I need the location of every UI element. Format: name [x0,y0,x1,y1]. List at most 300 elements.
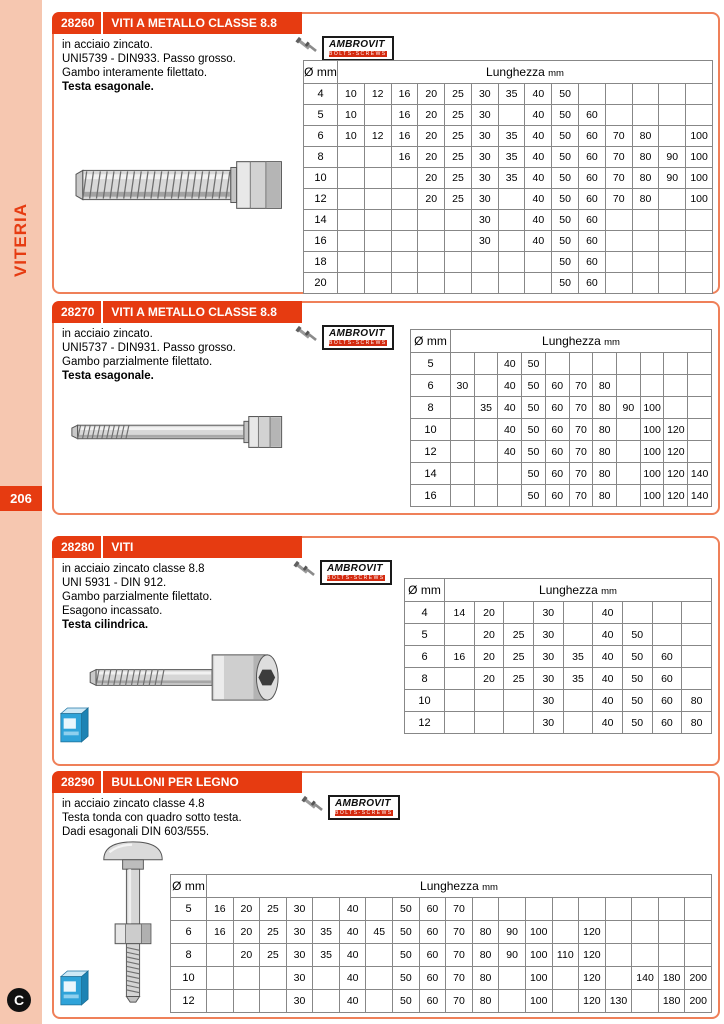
length-cell [593,353,617,375]
length-cell: 40 [339,921,366,944]
length-cell [471,273,498,294]
length-cell [579,898,606,921]
length-cell [617,441,641,463]
length-cell: 50 [522,485,546,507]
length-cell [313,898,340,921]
length-cell [366,944,393,967]
length-cell: 100 [640,463,664,485]
length-cell [366,967,393,990]
length-cell [474,712,504,734]
size-row [304,126,713,147]
brand-bolts-icon [294,36,320,54]
diameter-cell: 12 [171,990,207,1013]
length-cell [652,624,682,646]
brand-box [322,325,394,350]
length-cell [498,273,525,294]
length-cell: 100 [686,147,713,168]
size-row [304,273,713,294]
length-cell: 30 [533,668,563,690]
diameter-cell: 10 [171,967,207,990]
length-cell: 20 [233,944,260,967]
length-cell [504,602,534,624]
description-line: Esagono incassato. [62,605,163,617]
size-row [405,602,712,624]
length-cell [632,252,659,273]
length-cell [207,944,234,967]
size-row [304,210,713,231]
length-cell: 35 [498,126,525,147]
length-cell: 20 [418,126,445,147]
length-cell: 200 [685,990,712,1013]
length-cell [391,231,418,252]
length-cell [313,967,340,990]
length-cell: 90 [659,168,686,189]
length-cell: 25 [504,668,534,690]
size-row [171,967,712,990]
length-cell: 20 [418,189,445,210]
length-cell: 10 [338,126,365,147]
length-cell [605,231,632,252]
length-cell [682,668,712,690]
description-line: in acciaio zincato. [62,39,153,51]
length-cell [418,210,445,231]
length-cell [391,273,418,294]
brand-bolts-icon [292,560,318,578]
diameter-cell: 8 [405,668,445,690]
description-line: in acciaio zincato classe 4.8 [62,798,205,810]
length-cell: 50 [622,624,652,646]
length-cell: 50 [622,690,652,712]
length-cell [605,84,632,105]
length-cell: 40 [339,944,366,967]
length-cell [605,210,632,231]
length-cell: 20 [418,84,445,105]
length-cell: 120 [664,463,688,485]
length-cell [658,921,685,944]
length-cell [659,231,686,252]
length-cell: 40 [339,898,366,921]
section-code: 28280 [61,540,95,554]
length-cell [632,231,659,252]
length-cell [640,353,664,375]
length-cell: 30 [533,646,563,668]
length-cell: 20 [233,898,260,921]
length-cell [552,898,579,921]
diameter-cell: 12 [405,712,445,734]
length-cell [474,353,498,375]
length-cell [552,990,579,1013]
length-cell [471,252,498,273]
length-cell: 50 [393,898,420,921]
length-cell: 40 [593,668,623,690]
length-header: Lunghezza mm [451,330,712,353]
length-cell: 20 [474,668,504,690]
length-cell [658,898,685,921]
length-cell [688,419,712,441]
length-cell: 60 [419,967,446,990]
length-cell: 40 [498,375,522,397]
length-cell [659,84,686,105]
length-cell [451,463,475,485]
size-table [303,60,713,294]
length-cell [338,252,365,273]
length-cell: 60 [652,646,682,668]
size-row [411,353,712,375]
length-cell: 120 [579,921,606,944]
brand-name: AMBROVIT [329,328,385,339]
length-cell: 70 [569,485,593,507]
length-cell: 60 [579,126,606,147]
diameter-cell: 20 [304,273,338,294]
length-cell: 60 [652,690,682,712]
length-cell: 100 [525,944,552,967]
length-cell: 100 [686,126,713,147]
size-row [405,668,712,690]
length-cell: 30 [533,690,563,712]
length-cell [605,273,632,294]
length-cell [207,967,234,990]
length-cell [659,189,686,210]
diameter-cell: 5 [411,353,451,375]
length-cell: 80 [682,690,712,712]
length-cell [474,419,498,441]
length-cell [451,441,475,463]
length-cell: 20 [418,168,445,189]
sidebar [0,0,42,1024]
length-cell: 16 [391,147,418,168]
length-cell [451,485,475,507]
length-cell: 120 [579,990,606,1013]
length-cell: 40 [525,210,552,231]
length-cell [682,646,712,668]
length-cell [474,375,498,397]
length-cell: 80 [472,944,499,967]
length-cell [498,231,525,252]
length-cell: 60 [545,463,569,485]
length-cell: 40 [525,105,552,126]
length-cell [685,944,712,967]
length-cell: 80 [593,419,617,441]
length-cell: 50 [522,353,546,375]
length-cell [605,921,632,944]
length-cell [617,419,641,441]
length-cell: 70 [446,990,473,1013]
length-cell: 60 [579,252,606,273]
length-cell: 50 [522,375,546,397]
package-box-image [58,965,90,1009]
length-cell: 25 [445,84,472,105]
length-cell: 120 [579,967,606,990]
length-cell [563,712,593,734]
length-cell [664,353,688,375]
product-section-28280 [52,536,720,766]
length-cell: 50 [552,231,579,252]
length-cell: 30 [471,84,498,105]
diameter-cell: 14 [411,463,451,485]
length-cell [445,231,472,252]
diameter-cell: 12 [304,189,338,210]
size-row [411,375,712,397]
length-cell: 14 [445,602,475,624]
length-cell: 25 [445,189,472,210]
length-cell: 80 [632,147,659,168]
length-cell [418,273,445,294]
length-cell [338,273,365,294]
size-row [405,712,712,734]
length-cell: 60 [652,668,682,690]
length-cell [445,624,475,646]
length-cell: 80 [472,967,499,990]
length-cell [632,921,659,944]
section-code: 28270 [61,305,95,319]
diameter-cell: 8 [411,397,451,419]
length-cell [364,210,391,231]
diameter-header: Ø mm [405,579,445,602]
diameter-cell: 12 [411,441,451,463]
diameter-cell: 8 [171,944,207,967]
length-cell: 100 [686,189,713,210]
length-cell [632,944,659,967]
section-header [52,536,302,558]
length-cell: 50 [393,921,420,944]
diameter-cell: 18 [304,252,338,273]
length-cell: 25 [504,646,534,668]
size-row [171,898,712,921]
diameter-cell: 16 [411,485,451,507]
length-cell [686,273,713,294]
length-header: Lunghezza mm [445,579,712,602]
length-cell [445,668,475,690]
length-cell: 100 [686,168,713,189]
length-cell [659,210,686,231]
section-title: VITI A METALLO CLASSE 8.8 [111,16,277,30]
length-cell: 180 [658,967,685,990]
length-cell: 50 [552,105,579,126]
length-cell [364,252,391,273]
length-cell: 130 [605,990,632,1013]
length-cell: 80 [682,712,712,734]
length-cell: 50 [552,210,579,231]
length-cell [313,990,340,1013]
length-cell: 20 [233,921,260,944]
length-cell: 35 [563,668,593,690]
length-cell [474,463,498,485]
length-cell [338,210,365,231]
hex-bolt-image [68,148,306,222]
length-cell: 80 [632,189,659,210]
diameter-cell: 4 [304,84,338,105]
description-line-bold: Testa cilindrica. [62,619,149,631]
length-cell: 100 [525,967,552,990]
length-cell: 25 [260,921,287,944]
length-cell: 100 [525,990,552,1013]
length-cell [632,84,659,105]
ambrovit-logo [294,36,394,61]
section-description [62,327,236,383]
length-cell [658,944,685,967]
length-cell: 40 [525,231,552,252]
brand-box [322,36,394,61]
length-cell [498,463,522,485]
length-cell [445,690,475,712]
brand-box [328,795,400,820]
length-cell [391,210,418,231]
length-cell: 50 [552,189,579,210]
length-cell: 40 [525,147,552,168]
length-header: Lunghezza mm [207,875,712,898]
length-cell: 60 [579,210,606,231]
length-cell [391,189,418,210]
length-cell: 60 [652,712,682,734]
length-cell [525,273,552,294]
length-cell: 25 [260,944,287,967]
length-cell: 40 [339,967,366,990]
length-cell: 50 [522,441,546,463]
length-cell [418,231,445,252]
length-cell [545,353,569,375]
length-cell: 60 [579,273,606,294]
length-cell [364,189,391,210]
length-cell: 120 [579,944,606,967]
product-section-28270 [52,301,720,515]
length-cell: 50 [393,967,420,990]
length-cell: 30 [533,624,563,646]
section-header [52,771,302,793]
length-cell [445,210,472,231]
length-cell: 90 [499,944,526,967]
length-cell [632,898,659,921]
length-cell: 20 [418,105,445,126]
description-line: in acciaio zincato classe 8.8 [62,563,205,575]
length-cell: 80 [593,463,617,485]
length-cell: 16 [391,105,418,126]
size-row [304,84,713,105]
length-cell: 40 [593,712,623,734]
length-cell: 50 [522,419,546,441]
length-cell [451,397,475,419]
length-cell: 120 [664,419,688,441]
length-cell [474,441,498,463]
length-cell [664,375,688,397]
brand-name: AMBROVIT [335,798,391,809]
length-cell [498,189,525,210]
length-cell [605,967,632,990]
length-cell [686,252,713,273]
length-cell: 100 [640,397,664,419]
length-cell [686,210,713,231]
brand-box [320,560,392,585]
length-cell: 16 [391,126,418,147]
length-cell: 25 [445,105,472,126]
length-cell [364,147,391,168]
diameter-cell: 16 [304,231,338,252]
length-cell: 50 [622,712,652,734]
length-cell [445,252,472,273]
length-cell [685,921,712,944]
length-cell [569,353,593,375]
brand-name: AMBROVIT [327,563,383,574]
length-cell: 16 [207,898,234,921]
length-cell: 100 [640,419,664,441]
length-cell: 40 [498,353,522,375]
length-cell: 60 [545,375,569,397]
length-cell: 35 [498,168,525,189]
length-cell: 12 [364,126,391,147]
length-cell [682,602,712,624]
description-line: UNI5739 - DIN933. Passo grosso. [62,53,236,65]
diameter-header: Ø mm [304,61,338,84]
diameter-cell: 6 [405,646,445,668]
length-cell [686,231,713,252]
length-cell [498,210,525,231]
length-cell: 20 [474,602,504,624]
length-cell [622,602,652,624]
length-cell: 60 [545,397,569,419]
brand-tagline: BOLTS-SCREWS [335,810,393,816]
length-cell: 60 [579,189,606,210]
length-cell: 16 [207,921,234,944]
diameter-cell: 6 [304,126,338,147]
length-cell [233,990,260,1013]
length-cell [659,126,686,147]
length-cell: 40 [525,189,552,210]
length-cell: 70 [605,147,632,168]
length-cell [552,921,579,944]
size-row [304,168,713,189]
length-cell [391,168,418,189]
length-cell: 60 [545,419,569,441]
length-cell [499,990,526,1013]
length-cell: 70 [605,189,632,210]
length-cell [260,990,287,1013]
length-cell [688,375,712,397]
length-cell [504,690,534,712]
description-line: Testa tonda con quadro sotto testa. [62,812,242,824]
length-cell: 80 [472,921,499,944]
length-cell: 40 [339,990,366,1013]
length-cell [659,105,686,126]
length-cell [338,168,365,189]
length-cell [640,375,664,397]
length-cell: 80 [593,397,617,419]
length-cell: 60 [579,168,606,189]
diameter-header: Ø mm [171,875,207,898]
diameter-header: Ø mm [411,330,451,353]
length-cell: 30 [471,189,498,210]
length-cell: 35 [474,397,498,419]
length-cell: 70 [569,419,593,441]
length-cell: 50 [552,168,579,189]
length-cell: 60 [579,105,606,126]
brand-tagline: BOLTS-SCREWS [329,51,387,57]
length-cell [451,419,475,441]
section-description [62,38,236,94]
length-cell [632,105,659,126]
diameter-cell: 5 [405,624,445,646]
length-cell: 100 [640,485,664,507]
length-cell: 45 [366,921,393,944]
brand-name: AMBROVIT [329,39,385,50]
length-cell [366,898,393,921]
section-code: 28290 [61,775,95,789]
description-line: UNI 5931 - DIN 912. [62,577,167,589]
size-row [304,231,713,252]
length-cell: 70 [446,967,473,990]
length-cell [338,189,365,210]
length-cell [632,210,659,231]
length-cell [617,463,641,485]
length-cell [688,353,712,375]
